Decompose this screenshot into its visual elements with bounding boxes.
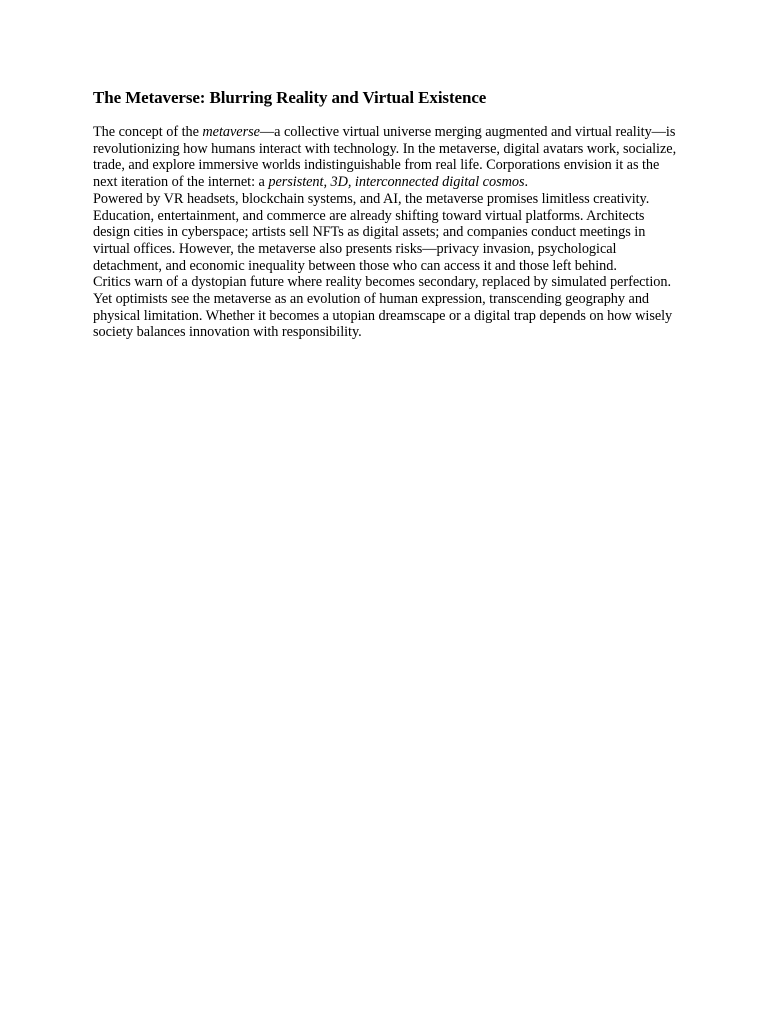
paragraph-intro-emphasis-cosmos: persistent, 3D, interconnected digital cosmos <box>268 174 525 191</box>
paragraph-intro-text-3: . <box>524 174 529 191</box>
document-page <box>93 88 677 341</box>
paragraph-intro-emphasis-metaverse: metaverse <box>202 124 260 140</box>
paragraph-intro-text-1: The concept of the <box>93 124 203 140</box>
paragraph-critics: Critics warn of a dystopian future where reality becomes secondary, replaced by simulated perfection. Yet optimists see the metaverse as an evolution of human expression, transcending geography and physical limitation. Whether it becomes a utopian dreamscape or a digital trap depends on how wisely society balances innovation with responsibility. <box>93 274 673 341</box>
paragraph-intro <box>93 124 677 191</box>
paragraph-technology: Powered by VR headsets, blockchain systems, and AI, the metaverse promises limitless creativity. Education, entertainment, and commerce are already shifting toward virtual platforms. Architects design cities in cyberspace; artists sell NFTs as digital assets; and companies conduct meetings in virtual offices. However, the metaverse also presents risks—privacy invasion, psychological detachment, and economic inequality between those who can access it and those left behind. <box>93 190 650 274</box>
document-title: The Metaverse: Blurring Reality and Virtual Existence <box>93 88 487 107</box>
paragraph-intro-text-2: —a collective virtual universe merging augmented and virtual reality—is revolutionizing how humans interact with technology. In the metaverse, digital avatars work, socialize, trade, and explore immersive worlds indistinguishable from real life. Corporations envision it as the next iteration of the internet: a <box>93 124 677 191</box>
